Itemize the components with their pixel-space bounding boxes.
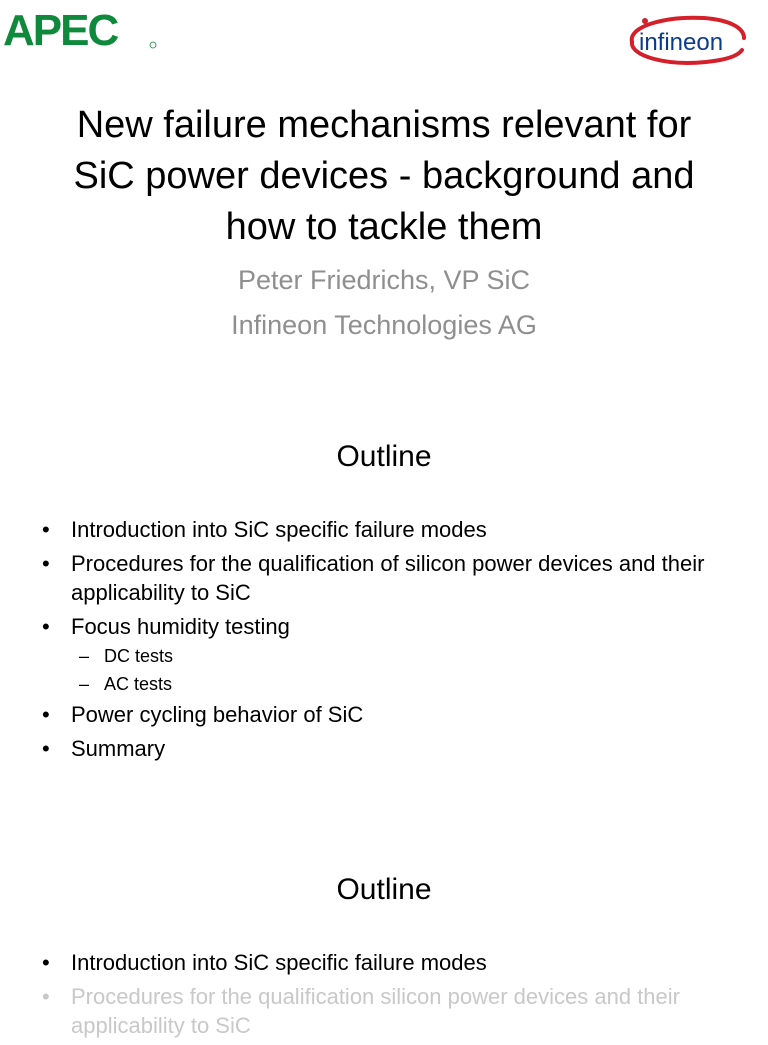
author-name: Peter Friedrichs, VP SiC [237, 265, 531, 295]
title-slide [0, 0, 768, 380]
company-name: Infineon Technologies AG [231, 310, 537, 340]
bullet: • [42, 950, 50, 975]
outline-list [42, 515, 732, 768]
list-item [42, 515, 732, 544]
list-item-text: Introduction into SiC specific failure modes [71, 517, 487, 542]
dash: – [79, 646, 90, 666]
outline-title-2: Outline [336, 873, 432, 906]
bullet: • [42, 551, 50, 576]
list-item-text: Introduction into SiC specific failure modes [71, 950, 487, 975]
bullet: • [42, 517, 50, 542]
infineon-logo-text: infineon [639, 29, 724, 56]
list-item [42, 612, 732, 641]
slide-title [20, 100, 748, 253]
sub-list-item-text: DC tests [104, 646, 174, 666]
apec-logo [3, 6, 158, 55]
apec-logo-text: APEC [3, 6, 118, 55]
title-line-3: how to tackle them [225, 206, 543, 248]
dash: – [79, 674, 90, 694]
list-item [42, 734, 732, 763]
bullet: • [42, 984, 50, 1009]
title-line-2: SiC power devices - background and [73, 155, 695, 197]
list-item-text: Procedures for the qualification of silicon power devices and their applicability to SiC [71, 551, 705, 605]
list-item [42, 549, 732, 607]
list-item-dimmed [42, 982, 732, 1040]
bullet: • [42, 702, 50, 727]
list-item [42, 948, 732, 977]
title-line-1: New failure mechanisms relevant for [76, 104, 692, 146]
outline-list-2 [42, 948, 732, 1045]
list-item-text: Focus humidity testing [71, 614, 290, 639]
list-item-text: Power cycling behavior of SiC [71, 702, 364, 727]
bullet: • [42, 736, 50, 761]
infineon-logo [626, 12, 746, 66]
sub-list-item-text: AC tests [104, 674, 173, 694]
sub-list-item [42, 672, 732, 696]
list-item [42, 700, 732, 729]
list-item-text: Procedures for the qualification silicon power devices and their applicability to SiC [71, 984, 680, 1038]
list-item-text: Summary [71, 736, 166, 761]
bullet: • [42, 614, 50, 639]
sub-list-item [42, 644, 732, 668]
sub-list [42, 644, 732, 696]
outline-title: Outline [336, 440, 432, 473]
